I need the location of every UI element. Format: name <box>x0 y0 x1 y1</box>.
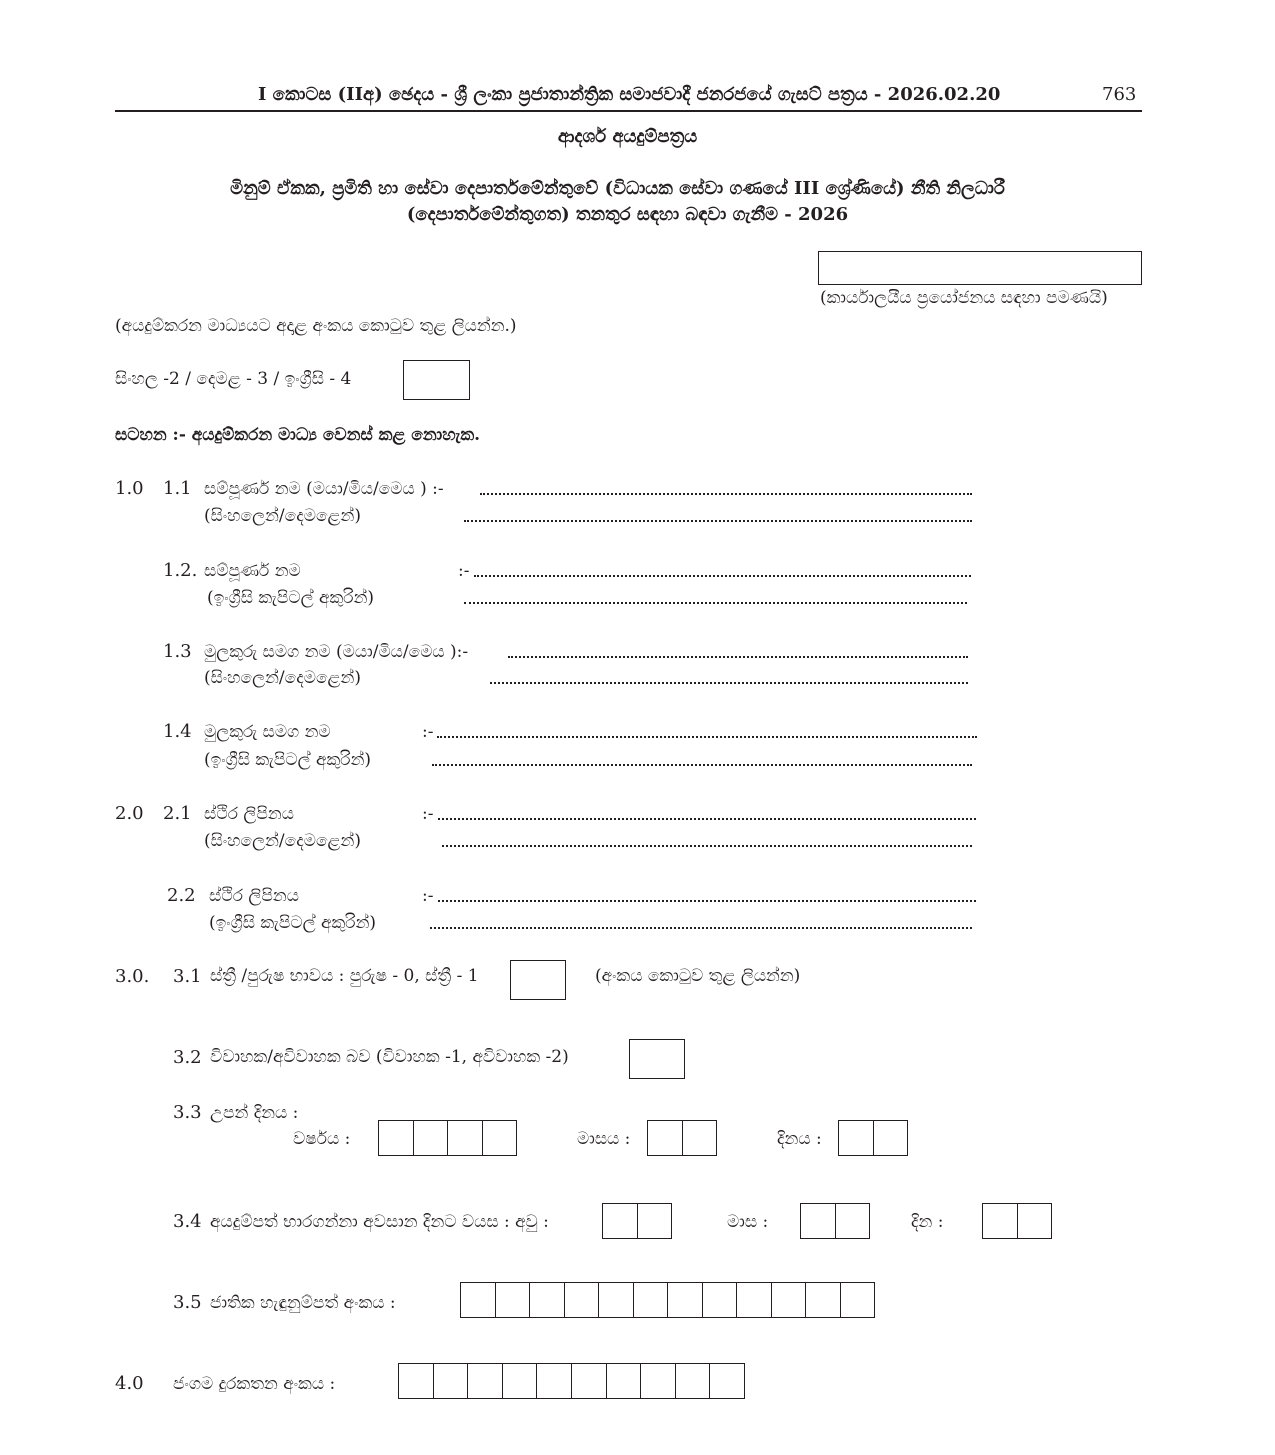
item-3-4-number: 3.4 <box>173 1211 202 1232</box>
digit-cell[interactable] <box>710 1364 744 1398</box>
digit-cell[interactable] <box>836 1204 870 1238</box>
item-1-4-label: මුලකුරු සමග නම <box>204 722 331 742</box>
digit-cell[interactable] <box>607 1364 642 1398</box>
item-1-2-label: සම්පූර්ණ නම <box>204 561 301 581</box>
digit-cell[interactable] <box>468 1364 503 1398</box>
item-1-3-sub: (සිංහලෙන්/දෙමළෙන්) <box>204 668 361 688</box>
digit-cell[interactable] <box>461 1283 496 1317</box>
birth-year-input[interactable] <box>378 1120 517 1156</box>
form-title-line1: මිනුම් ඒකක, ප්‍රමිති හා සේවා දෙපාර්තමේන්තුවේ (විධායක සේවා ගණයේ III ශ්‍රේණියේ) නීති නිලධාරී <box>230 178 1005 199</box>
digit-cell[interactable] <box>399 1364 434 1398</box>
item-1-1-label: සම්පූර්ණ නම (මයා/මිය/මෙය ) :- <box>204 479 444 499</box>
item-3-1-number: 3.1 <box>173 966 202 987</box>
age-days-label: දින : <box>911 1212 944 1232</box>
item-3-5-number: 3.5 <box>173 1292 202 1313</box>
item-3-5-label: ජාතික හැඳුනුම්පත් අංකය : <box>210 1293 396 1313</box>
running-title: I කොටස (IIඅ) ඡෙදය - ශ්‍රී ලංකා ප්‍රජාතාන්ත්‍රික සමාජවාදී ජනරජයේ ගැසට් පත්‍රය - 2026.02.20 <box>258 84 1001 105</box>
digit-cell[interactable] <box>683 1121 717 1155</box>
form-heading: ආදර්ශ අයදුම්පත්‍රය <box>557 126 698 147</box>
digit-cell[interactable] <box>483 1121 517 1155</box>
item-3-2-label: විවාහක/අවිවාහක බව (විවාහක -1, අවිවාහක -2) <box>210 1047 569 1067</box>
digit-cell[interactable] <box>841 1283 875 1317</box>
item-3-1-hint: (අංකය කොටුව තුළ ලියන්න) <box>595 966 801 986</box>
digit-cell[interactable] <box>530 1283 565 1317</box>
age-months-label: මාස : <box>727 1212 769 1232</box>
item-2-1-separator: :- <box>422 804 434 824</box>
digit-cell[interactable] <box>448 1121 483 1155</box>
item-3-3-label: උපන් දිනය : <box>210 1103 299 1123</box>
initials-name-sinhala-line-1[interactable] <box>508 656 968 658</box>
mobile-number-label: ජංගම දුරකතන අංකය : <box>173 1374 336 1394</box>
item-1-2-sub: (ඉංග්‍රීසි කැපිටල් අකුරින්) <box>207 588 375 608</box>
address-english-line-1[interactable] <box>438 900 976 902</box>
section-3-number: 3.0. <box>115 966 150 987</box>
address-sinhala-line-2[interactable] <box>442 845 972 847</box>
full-name-sinhala-line-1[interactable] <box>480 493 972 495</box>
digit-cell[interactable] <box>801 1204 836 1238</box>
item-2-2-label: ස්ථිර ලිපිනය <box>209 886 299 906</box>
item-3-1-label: ස්ත්‍රී /පුරුෂ භාවය : පුරුෂ - 0, ස්ත්‍රී - 1 <box>210 966 479 986</box>
age-days-input[interactable] <box>982 1203 1052 1239</box>
section-2-number: 2.0 <box>115 803 144 824</box>
medium-input-box[interactable] <box>403 360 470 400</box>
birth-day-label: දිනය : <box>777 1129 822 1149</box>
digit-cell[interactable] <box>599 1283 634 1317</box>
item-3-2-number: 3.2 <box>173 1047 202 1068</box>
item-1-4-sub: (ඉංග්‍රීසි කැපිටල් අකුරින්) <box>204 750 372 770</box>
birth-month-input[interactable] <box>647 1120 717 1156</box>
office-use-box <box>818 251 1142 285</box>
digit-cell[interactable] <box>503 1364 538 1398</box>
digit-cell[interactable] <box>806 1283 841 1317</box>
digit-cell[interactable] <box>668 1283 703 1317</box>
digit-cell[interactable] <box>737 1283 772 1317</box>
birth-day-input[interactable] <box>838 1120 908 1156</box>
form-title-line2: (දෙපාර්තමේන්තුගත) තනතුර සඳහා බඳවා ගැනීම - 2026 <box>406 204 849 225</box>
item-2-1-sub: (සිංහලෙන්/දෙමළෙන්) <box>204 831 361 851</box>
digit-cell[interactable] <box>572 1364 607 1398</box>
digit-cell[interactable] <box>379 1121 414 1155</box>
item-1-2-separator: :- <box>458 561 470 581</box>
digit-cell[interactable] <box>496 1283 531 1317</box>
item-2-2-sub: (ඉංග්‍රීසි කැපිටල් අකුරින්) <box>209 913 377 933</box>
digit-cell[interactable] <box>676 1364 711 1398</box>
initials-name-english-line-2[interactable] <box>432 764 972 766</box>
digit-cell[interactable] <box>703 1283 738 1317</box>
digit-cell[interactable] <box>874 1121 908 1155</box>
item-1-1-number: 1.1 <box>163 478 192 499</box>
digit-cell[interactable] <box>772 1283 807 1317</box>
item-2-1-number: 2.1 <box>163 803 192 824</box>
medium-note: සටහන :- අයදුම්කරන මාධ්‍ය වෙනස් කළ නොහැක. <box>115 425 481 445</box>
item-2-1-label: ස්ථිර ලිපිනය <box>204 804 294 824</box>
initials-name-sinhala-line-2[interactable] <box>490 682 968 684</box>
item-1-4-separator: :- <box>422 722 434 742</box>
marital-status-input-box[interactable] <box>629 1039 685 1079</box>
item-1-1-sub: (සිංහලෙන්/දෙමළෙන්) <box>204 506 361 526</box>
digit-cell[interactable] <box>638 1204 672 1238</box>
age-years-input[interactable] <box>602 1203 672 1239</box>
page-number: 763 <box>1102 84 1137 105</box>
full-name-english-line-1[interactable] <box>474 575 971 577</box>
birth-year-label: වර්ෂය : <box>293 1129 351 1149</box>
age-months-input[interactable] <box>800 1203 870 1239</box>
section-4-number: 4.0 <box>115 1373 144 1394</box>
digit-cell[interactable] <box>565 1283 600 1317</box>
digit-cell[interactable] <box>1018 1204 1052 1238</box>
digit-cell[interactable] <box>641 1364 676 1398</box>
medium-options: සිංහල -2 / දෙමළ - 3 / ඉංග්‍රීසි - 4 <box>115 369 352 389</box>
header-rule <box>115 110 1142 112</box>
item-1-3-label: මුලකුරු සමග නම (මයා/මිය/මෙය ):- <box>204 642 469 662</box>
digit-cell[interactable] <box>537 1364 572 1398</box>
birth-month-label: මාසය : <box>577 1129 631 1149</box>
office-use-label: (කාර්යාලයීය ප්‍රයෝජනය සඳහා පමණයි) <box>820 288 1108 308</box>
medium-instruction: (අයදුම්කරන මාධ්‍යයට අදාළ අංකය කොටුව තුළ ලියන්න.) <box>115 316 517 336</box>
address-english-line-2[interactable] <box>430 927 972 929</box>
gender-input-box[interactable] <box>510 960 566 1000</box>
item-1-4-number: 1.4 <box>163 721 192 742</box>
full-name-english-line-2[interactable] <box>464 602 967 604</box>
item-2-2-separator: :- <box>422 886 434 906</box>
digit-cell[interactable] <box>603 1204 638 1238</box>
digit-cell[interactable] <box>634 1283 669 1317</box>
item-1-2-number: 1.2. <box>163 560 198 581</box>
section-1-number: 1.0 <box>115 478 144 499</box>
mobile-number-input[interactable] <box>398 1363 745 1399</box>
digit-cell[interactable] <box>983 1204 1018 1238</box>
item-3-3-number: 3.3 <box>173 1102 202 1123</box>
item-2-2-number: 2.2 <box>167 885 196 906</box>
nic-number-input[interactable] <box>460 1282 875 1318</box>
digit-cell[interactable] <box>648 1121 683 1155</box>
initials-name-english-line-1[interactable] <box>437 736 977 738</box>
digit-cell[interactable] <box>414 1121 449 1155</box>
full-name-sinhala-line-2[interactable] <box>464 520 972 522</box>
digit-cell[interactable] <box>434 1364 469 1398</box>
address-sinhala-line-1[interactable] <box>438 818 976 820</box>
digit-cell[interactable] <box>839 1121 874 1155</box>
item-1-3-number: 1.3 <box>163 641 192 662</box>
item-3-4-label: අයදුම්පත් භාරගන්නා අවසාන දිනට වයස : අවු : <box>210 1212 549 1232</box>
